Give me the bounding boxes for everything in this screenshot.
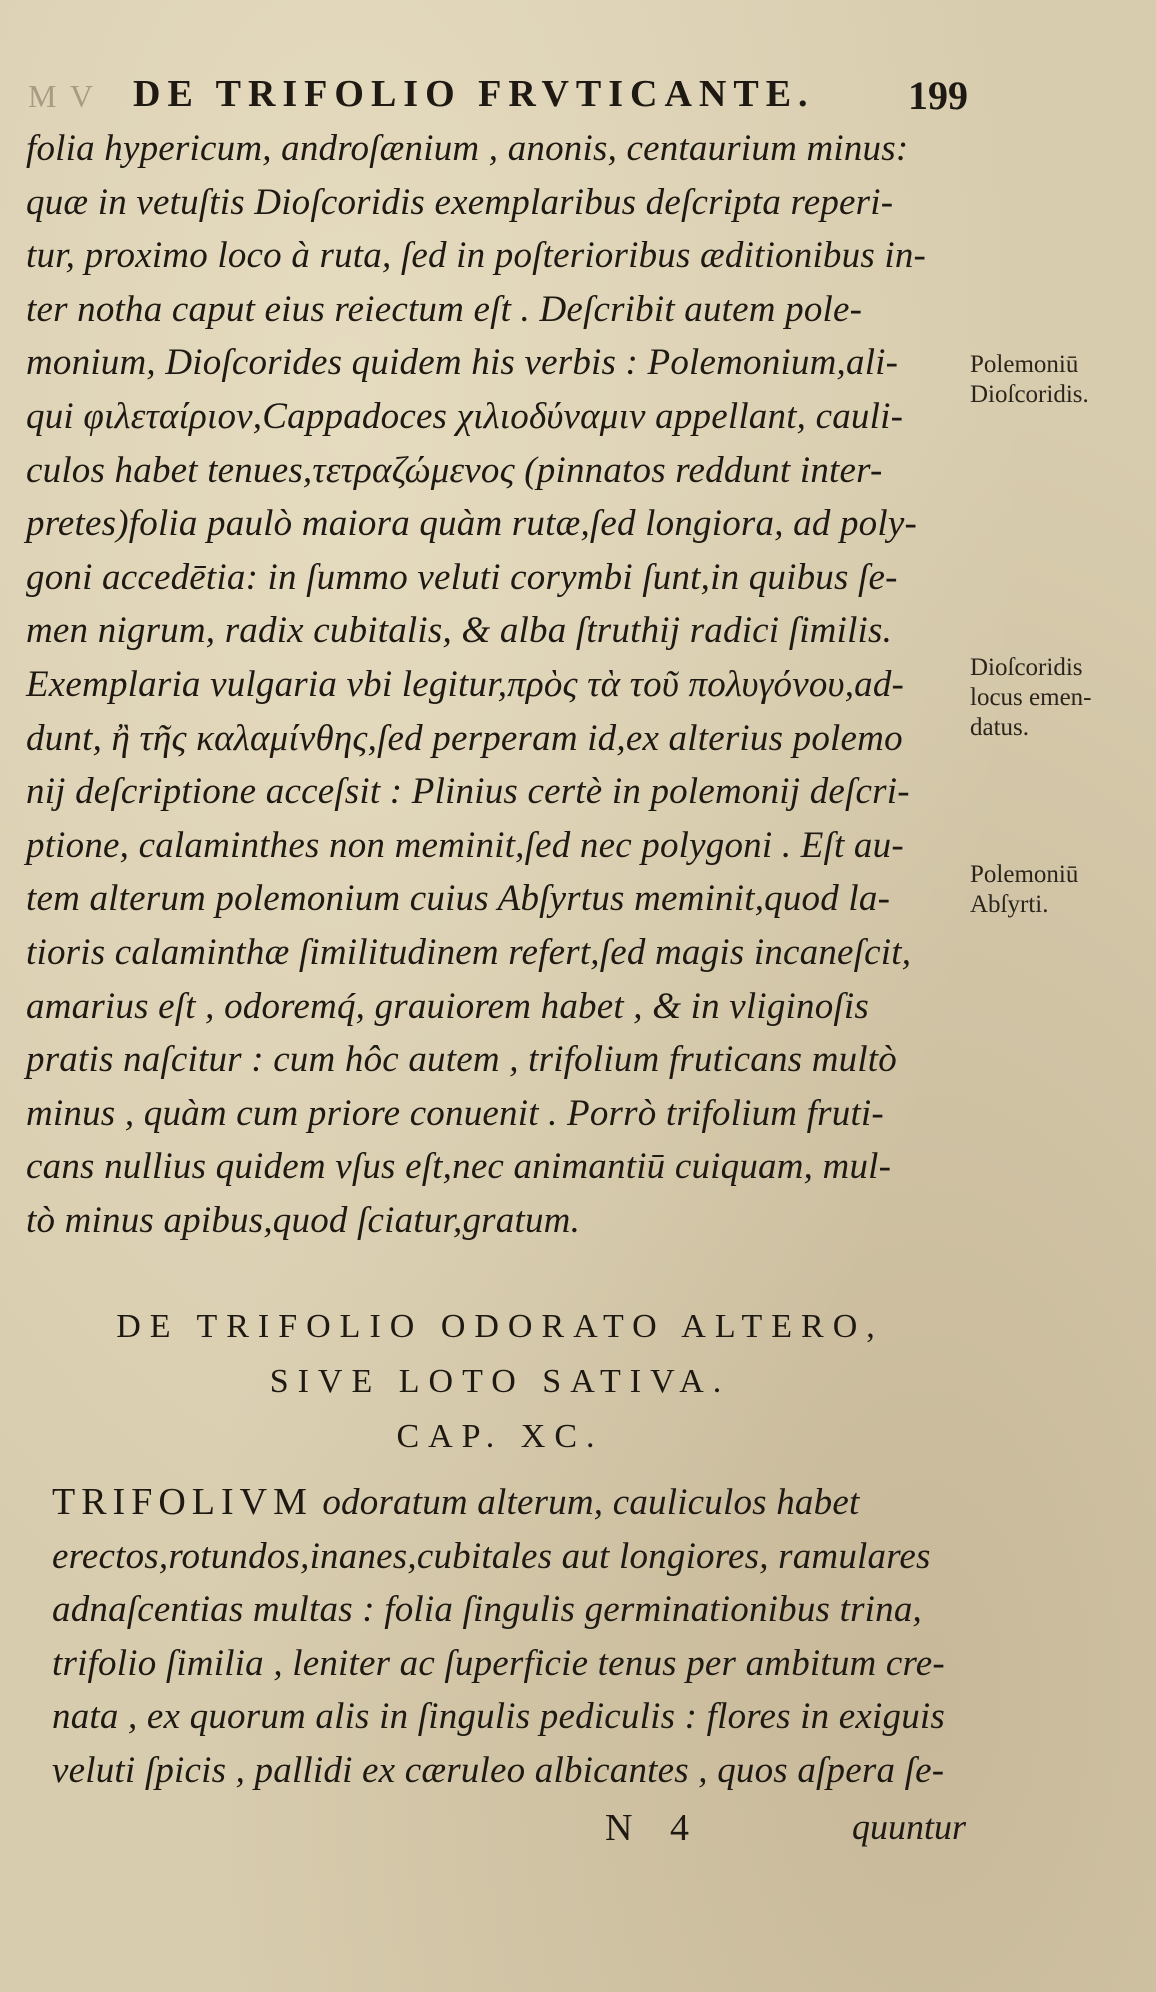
page-header bbox=[28, 72, 968, 122]
text-line: goni accedētia: in ſummo veluti corymbi ſunt,in quibus ſe- bbox=[26, 556, 898, 598]
text-line: tioris calaminthæ ſimilitudinem refert,ſed magis incaneſcit, bbox=[26, 931, 912, 973]
text-line: minus , quàm cum priore conuenit . Porrò trifolium fruti- bbox=[26, 1092, 884, 1134]
margin-note-line: Dioſcoridis. bbox=[970, 381, 1089, 408]
text-line: trifolio ſimilia , leniter ac ſuperficie tenus per ambitum cre- bbox=[52, 1642, 945, 1684]
page-number: 199 bbox=[908, 73, 968, 118]
chapter-heading-line2: SIVE LOTO SATIVA. bbox=[269, 1363, 731, 1400]
signature-mark: N 4 bbox=[605, 1807, 703, 1849]
text-line: ptione, calaminthes non meminit,ſed nec polygoni . Eſt au- bbox=[26, 824, 904, 866]
chapter-body bbox=[52, 1476, 972, 1798]
margin-note-line: datus. bbox=[970, 714, 1030, 741]
text-line: cans nullius quidem vſus eſt,nec animantiū cuiquam, mul- bbox=[26, 1146, 892, 1188]
text-line: men nigrum, radix cubitalis, & alba ſtruthij radici ſimilis. bbox=[26, 610, 893, 652]
margin-note-polemonium-dioscoridis bbox=[970, 350, 1150, 410]
margin-note-line: Polemoniū bbox=[970, 351, 1079, 378]
chapter-number: CAP. XC. bbox=[396, 1418, 604, 1455]
catchword: quuntur bbox=[852, 1807, 967, 1847]
text-line: dunt, ἢ τῆς καλαμίνθης,ſed perperam id,ex alterius polemo bbox=[26, 717, 903, 759]
text-line: pratis naſcitur : cum hôc autem , trifolium fruticans multò bbox=[26, 1039, 897, 1081]
text-line: Exemplaria vulgaria vbi legitur,πρὸς τὰ τοῦ πολυγόνου,ad- bbox=[26, 663, 905, 705]
margin-note-line: Polemoniū bbox=[970, 861, 1079, 888]
chapter-first-line bbox=[52, 1476, 972, 1530]
chapter-heading-line1: DE TRIFOLIO ODORATO ALTERO, bbox=[116, 1308, 884, 1345]
text-line: qui φιλεταίριον,Cappadoces χιλιοδύναμιν appellant, cauli- bbox=[26, 395, 904, 437]
chapter-first-word: TRIFOLIVM bbox=[52, 1481, 313, 1523]
text-line: monium, Dioſcorides quidem his verbis : Polemonium,ali- bbox=[26, 342, 899, 384]
chapter-first-line-text: odoratum alterum, cauliculos habet bbox=[322, 1482, 860, 1523]
body-text bbox=[26, 122, 971, 1247]
text-line: veluti ſpicis , pallidi ex cæruleo albicantes , quos aſpera ſe- bbox=[52, 1749, 945, 1791]
text-line: tem alterum polemonium cuius Abſyrtus meminit,quod la- bbox=[26, 878, 891, 920]
margin-note-polemonium-absyrti bbox=[970, 860, 1150, 920]
text-line: quæ in vetuſtis Dioſcoridis exemplaribus deſcripta reperi- bbox=[26, 181, 894, 223]
text-line: nij deſcriptione acceſsit : Plinius certè in polemonij deſcri- bbox=[26, 771, 910, 813]
margin-note-line: Abſyrti. bbox=[970, 891, 1049, 918]
text-line: erectos,rotundos,inanes,cubitales aut longiores, ramulares bbox=[52, 1535, 931, 1577]
text-line: folia hypericum, androſænium , anonis, centaurium minus: bbox=[26, 128, 909, 169]
text-line: pretes)folia paulò maiora quàm rutæ,ſed longiora, ad poly- bbox=[26, 503, 918, 545]
text-line: nata , ex quorum alis in ſingulis pediculis : flores in exiguis bbox=[52, 1696, 945, 1738]
text-line: tur, proximo loco à ruta, ſed in poſterioribus æditionibus in- bbox=[26, 235, 927, 277]
margin-note-line: Dioſcoridis bbox=[970, 654, 1083, 681]
text-line: amarius eſt , odoremq́, grauiorem habet , & in vliginoſis bbox=[26, 985, 869, 1027]
margin-note-locus-emendatus bbox=[970, 653, 1150, 743]
text-line: adnaſcentias multas : folia ſingulis germinationibus trina, bbox=[52, 1589, 923, 1631]
text-line: culos habet tenues,τετραζώμενος (pinnatos reddunt inter- bbox=[26, 449, 883, 491]
running-head: DE TRIFOLIO FRVTICANTE. bbox=[133, 73, 815, 115]
margin-note-line: locus emen- bbox=[970, 684, 1092, 711]
text-line: ter notha caput eius reiectum eſt . Deſcribit autem pole- bbox=[26, 288, 863, 330]
text-line: tò minus apibus,quod ſciatur,gratum. bbox=[26, 1199, 581, 1241]
faded-smudge: M V bbox=[28, 78, 96, 114]
